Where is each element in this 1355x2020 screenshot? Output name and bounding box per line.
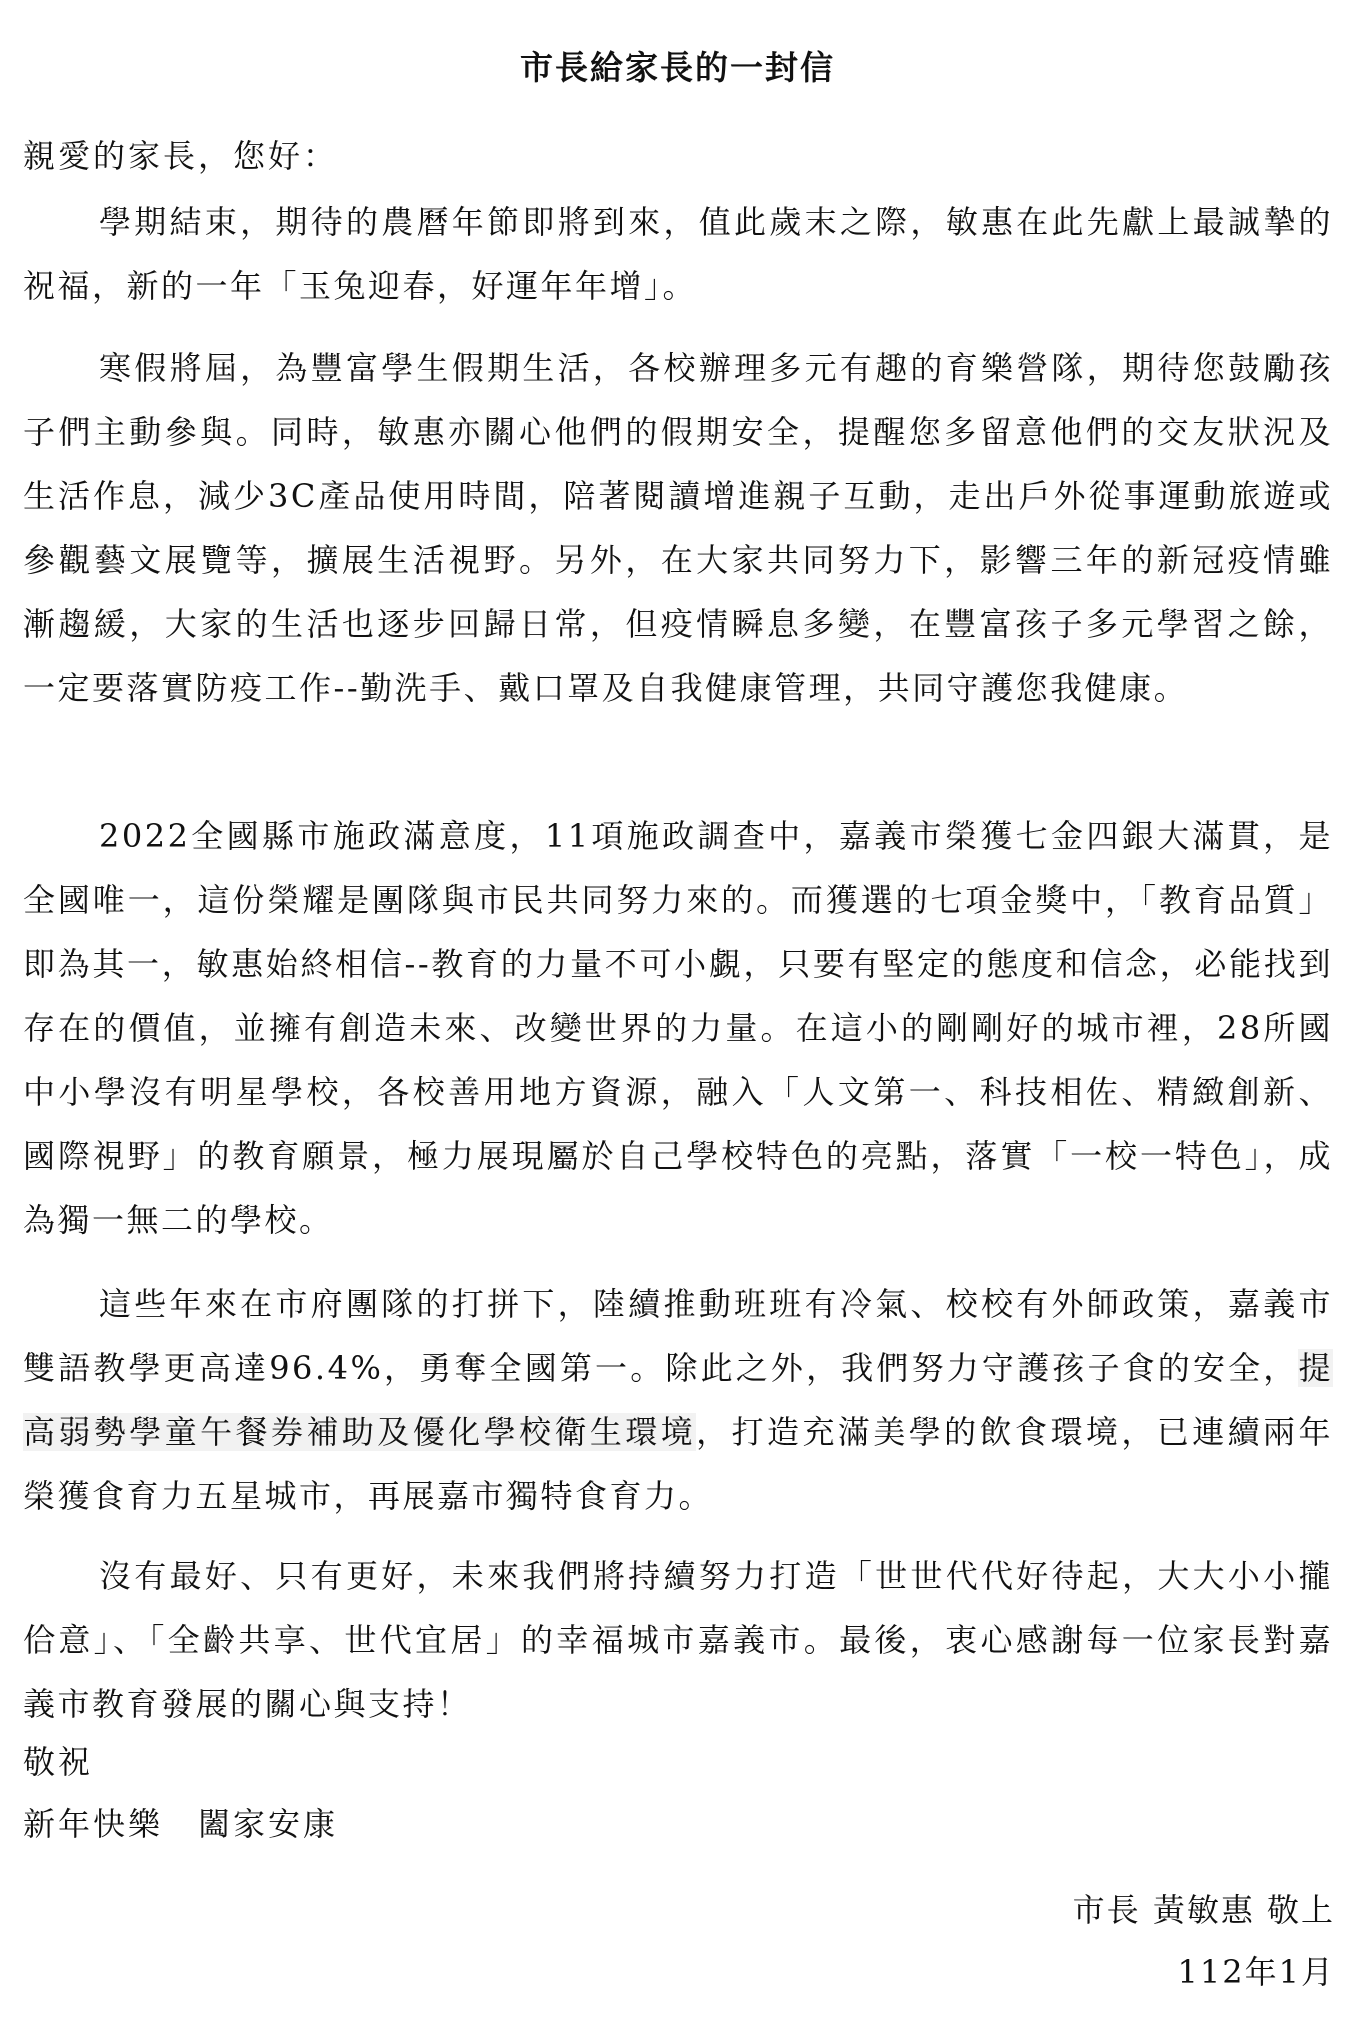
closing-blessing: 新年快樂 闔家安康	[23, 1805, 339, 1843]
paragraph-thanks: 沒有最好、只有更好，未來我們將持續努力打造「世世代代好待起，大大小小攏佮意」、「全齡共享、世代宜居」的幸福城市嘉義市。最後，衷心感謝每一位家長對嘉義市教育發展的關心與支持！	[23, 1557, 1333, 1723]
paragraph-new-year-greeting: 學期結束，期待的農曆年節即將到來，值此歲末之際，敏惠在此先獻上最誠摯的祝福，新的一年「玉兔迎春，好運年年增」。	[23, 203, 1333, 305]
paragraph-winter-break: 寒假將屆，為豐富學生假期生活，各校辦理多元有趣的育樂營隊，期待您鼓勵孩子們主動參與。同時，敏惠亦關心他們的假期安全，提醒您多留意他們的交友狀況及生活作息，減少3C產品使用時間，陪著閱讀增進親子互動，走出戶外從事運動旅遊或參觀藝文展覽等，擴展生活視野。另外，在大家共同努力下，影響三年的新冠疫情雖漸趨緩，大家的生活也逐步回歸日常，但疫情瞬息多變，在豐富孩子多元學習之餘，一定要落實防疫工作--勤洗手、戴口罩及自我健康管理，共同守護您我健康。	[23, 349, 1333, 707]
paragraph-text: ，打造充滿美學的飲食環境，已連續兩年榮獲食育力五星城市，再展嘉市獨特食育力。	[23, 1413, 1333, 1515]
paragraph-education-quality: 2022全國縣市施政滿意度，11項施政調查中，嘉義市榮獲七金四銀大滿貫，是全國唯一，這份榮耀是團隊與市民共同努力來的。而獲選的七項金獎中，「教育品質」即為其一，敏惠始終相信--教育的力量不可小覷，只要有堅定的態度和信念，必能找到存在的價值，並擁有創造未來、改變世界的力量。在這小的剛剛好的城市裡，28所國中小學沒有明星學校，各校善用地方資源，融入「人文第一、科技相佐、精緻創新、國際視野」的教育願景，極力展現屬於自己學校特色的亮點，落實「一校一特色」，成為獨一無二的學校。	[23, 817, 1333, 1239]
closing-wish: 敬祝	[23, 1743, 94, 1781]
paragraph-text: 這些年來在市府團隊的打拼下，陸續推動班班有冷氣、校校有外師政策，嘉義市雙語教學更高達96.4%，勇奪全國第一。除此之外，我們努力守護孩子食的安全，	[23, 1285, 1333, 1387]
salutation: 親愛的家長，您好：	[23, 137, 339, 175]
letter-date: 112年1月	[1177, 1953, 1335, 1991]
paragraph-policy-achievements	[23, 1272, 1333, 1528]
highlighted-text: 提高弱勢學童午餐券補助及優化學校衛生環境	[23, 1349, 1333, 1451]
signature: 市長 黃敏惠 敬上	[1072, 1891, 1335, 1929]
letter-title: 市長給家長的一封信	[520, 48, 835, 87]
